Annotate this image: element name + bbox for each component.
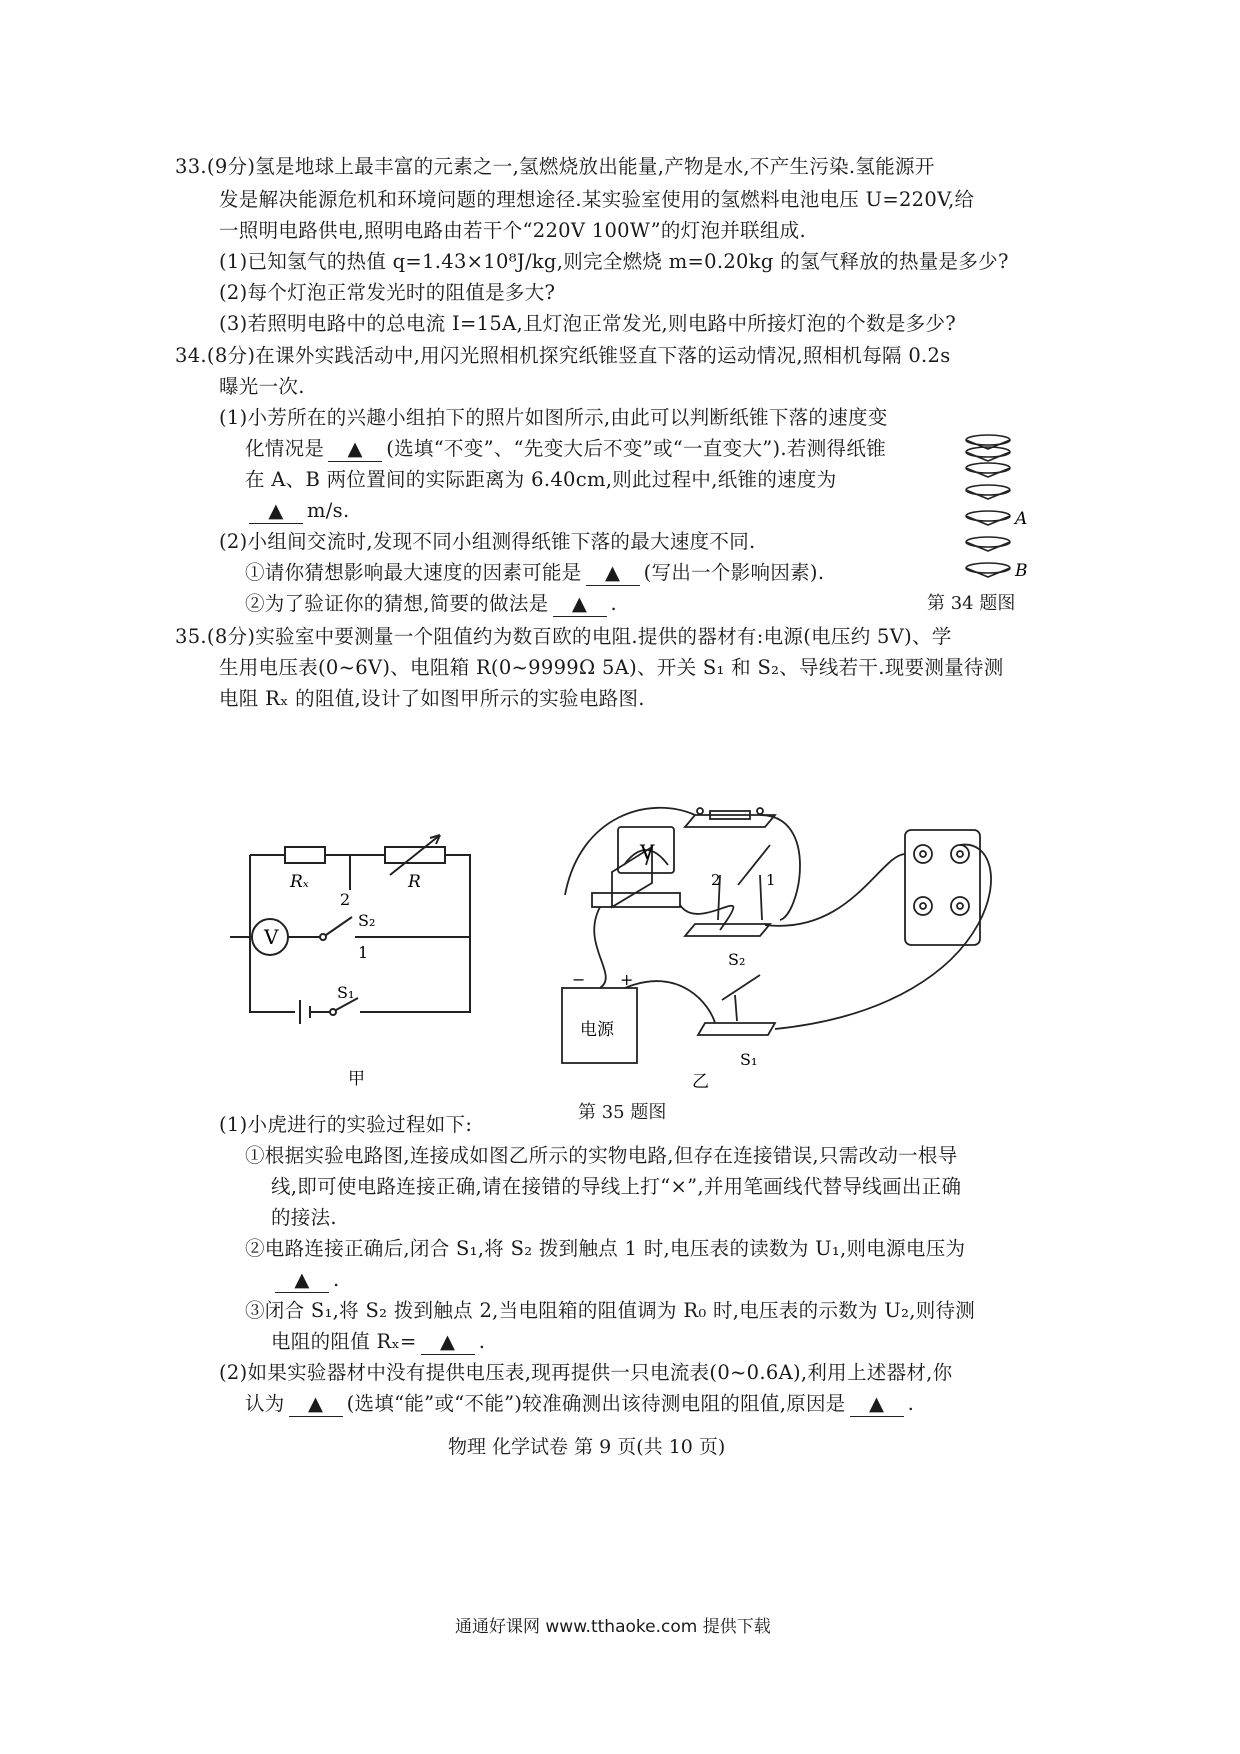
yi-source-label: 电源 [580, 1020, 614, 1040]
q35-text: . [478, 1330, 486, 1353]
q34-text: m/s. [307, 499, 350, 522]
answer-blank[interactable]: ▲ [249, 499, 303, 524]
q34-text: 化情况是 [245, 437, 325, 460]
cone-image [966, 463, 1010, 477]
contact-2-label: 2 [340, 890, 351, 909]
switch-s2-blade [326, 917, 352, 935]
answer-blank[interactable]: ▲ [850, 1392, 904, 1417]
yi-contact-1: 1 [766, 871, 776, 889]
q35-part-1-3-b [271, 1327, 485, 1357]
q35-text: 认为 [245, 1392, 285, 1415]
q34-line-2: 曝光一次. [219, 375, 305, 398]
q34-figure-caption: 第 34 题图 [927, 593, 1016, 614]
yi-contact-2: 2 [711, 871, 721, 889]
q34-text: (选填“不变”、“先变大后不变”或“一直变大”).若测得纸锥 [386, 437, 886, 460]
q33-line-2: 发是解决能源危机和环境问题的理想途径.某实验室使用的氢燃料电池电压 U=220V,给 [219, 188, 975, 211]
variable-arrow [390, 835, 440, 875]
yi-s1-label: S₁ [740, 1050, 758, 1069]
switch-s1-device [698, 975, 775, 1035]
q34-text: ①请你猜想影响最大速度的因素可能是 [245, 561, 582, 584]
q35-text: 电阻的阻值 Rₓ= [271, 1330, 417, 1353]
cone-image [966, 511, 1010, 525]
q34-part-1-b [245, 434, 886, 464]
answer-blank[interactable]: ▲ [275, 1268, 329, 1293]
q34-line-1: 34.(8分)在课外实践活动中,用闪光照相机探究纸锥竖直下落的运动情况,照相机每隔 0.2s [175, 344, 951, 367]
answer-blank[interactable]: ▲ [289, 1392, 343, 1417]
s1-label: S₁ [337, 983, 355, 1002]
yi-minus-label: − [572, 970, 586, 989]
wire [760, 815, 800, 920]
q35-part-1-1-c: 的接法. [271, 1206, 337, 1229]
q34-text: . [610, 592, 617, 615]
switch-s2-device [685, 845, 770, 936]
q34-part-2: (2)小组间交流时,发现不同小组测得纸锥下落的最大速度不同. [219, 530, 756, 553]
fig-jia-caption: 甲 [348, 1069, 365, 1089]
q34-part-1-a: (1)小芳所在的兴趣小组拍下的照片如图所示,由此可以判断纸锥下落的速度变 [219, 406, 888, 429]
q35-part-1-2-a: ②电路连接正确后,闭合 S₁,将 S₂ 拨到触点 1 时,电压表的读数为 U₁,则电源电压为 [245, 1237, 966, 1260]
q33-line-1: 33.(9分)氢是地球上最丰富的元素之一,氢燃烧放出能量,产物是水,不产生污染.氢能源开 [175, 155, 935, 178]
q35-line-1: 35.(8分)实验室中要测量一个阻值约为数百欧的电阻.提供的器材有:电源(电压约 5V)、学 [175, 625, 952, 648]
q35-part-2-a: (2)如果实验器材中没有提供电压表,现再提供一只电流表(0~0.6A),利用上述器材,你 [219, 1361, 953, 1384]
s2-label: S₂ [358, 911, 376, 930]
answer-blank[interactable]: ▲ [553, 592, 607, 617]
voltmeter-device [592, 827, 680, 907]
wire [250, 855, 470, 1012]
yi-plus-label: + [620, 970, 634, 989]
q35-part-1: (1)小虎进行的实验过程如下: [219, 1113, 473, 1136]
download-note: 通通好课网 www.tthaoke.com 提供下载 [455, 1617, 771, 1637]
q35-part-1-1-a: ①根据实验电路图,连接成如图乙所示的实物电路,但存在连接错误,只需改动一根导 [245, 1144, 958, 1167]
resistor-rx [285, 847, 325, 863]
q33-part-1: (1)已知氢气的热值 q=1.43×10⁸J/kg,则完全燃烧 m=0.20kg 的氢气释放的热量是多少? [219, 250, 1009, 273]
answer-blank[interactable]: ▲ [586, 561, 640, 586]
resistance-box [905, 830, 980, 945]
yi-voltmeter-label: V [640, 840, 655, 864]
q35-part-2-b [245, 1389, 914, 1419]
q34-text: (写出一个影响因素). [643, 561, 825, 584]
q35-figure-caption: 第 35 题图 [578, 1102, 667, 1123]
q35-line-3: 电阻 Rₓ 的阻值,设计了如图甲所示的实验电路图. [219, 687, 645, 710]
physical-circuit-yi [572, 775, 1020, 1105]
q35-line-2: 生用电压表(0~6V)、电阻箱 R(0~9999Ω 5A)、开关 S₁ 和 S₂、导线若干.现要测量待测 [219, 656, 1004, 679]
q35-part-1-2-b [271, 1265, 340, 1295]
switch-pivot [330, 1009, 336, 1015]
q35-part-1-3-a: ③闭合 S₁,将 S₂ 拨到触点 2,当电阻箱的阻值调为 R₀ 时,电压表的示数为 U₂,则待测 [245, 1299, 976, 1322]
q34-part-1-d [245, 496, 349, 526]
wire [625, 981, 715, 1023]
cone-image [966, 537, 1010, 551]
q34-part-2-1 [245, 558, 824, 588]
cone-label-b: B [1015, 561, 1028, 581]
contact-1-label: 1 [358, 943, 369, 962]
page-footer: 物理 化学试卷 第 9 页(共 10 页) [448, 1436, 726, 1458]
answer-blank[interactable]: ▲ [421, 1330, 475, 1355]
rx-label: Rₓ [290, 872, 309, 892]
r-label: R [408, 872, 421, 892]
q34-part-2-2 [245, 589, 617, 619]
cone-image [966, 485, 1010, 499]
switch-pivot [320, 934, 326, 940]
yi-s2-label: S₂ [728, 950, 746, 969]
wire [565, 808, 695, 895]
q33-part-2: (2)每个灯泡正常发光时的阻值是多大? [219, 281, 556, 304]
q35-text: . [907, 1392, 915, 1415]
wire [680, 905, 733, 930]
q33-line-3: 一照明电路供电,照明电路由若干个“220V 100W”的灯泡并联组成. [219, 219, 806, 242]
q33-part-3: (3)若照明电路中的总电流 I=15A,且灯泡正常发光,则电路中所接灯泡的个数是多少? [219, 312, 957, 335]
q35-text: . [333, 1268, 340, 1291]
q35-part-1-1-b: 线,即可使电路连接正确,请在接错的导线上打“×”,并用笔画线代替导线画出正确 [271, 1175, 962, 1198]
cone-image [966, 563, 1010, 577]
q34-text: ②为了验证你的猜想,简要的做法是 [245, 592, 549, 615]
cone-label-a: A [1015, 509, 1028, 529]
answer-blank[interactable]: ▲ [328, 437, 382, 462]
q34-part-1-c: 在 A、B 两位置间的实际距离为 6.40cm,则此过程中,纸锥的速度为 [245, 468, 837, 491]
q35-text: (选填“能”或“不能”)较准确测出该待测电阻的阻值,原因是 [346, 1392, 846, 1415]
battery-symbol [300, 1000, 310, 1024]
voltmeter-label: V [264, 925, 279, 949]
wire [775, 845, 991, 1029]
fig-yi-caption: 乙 [692, 1072, 709, 1092]
resistor-rx-board [685, 808, 775, 827]
circuit-diagram-jia [230, 830, 510, 1100]
wire [594, 907, 606, 988]
